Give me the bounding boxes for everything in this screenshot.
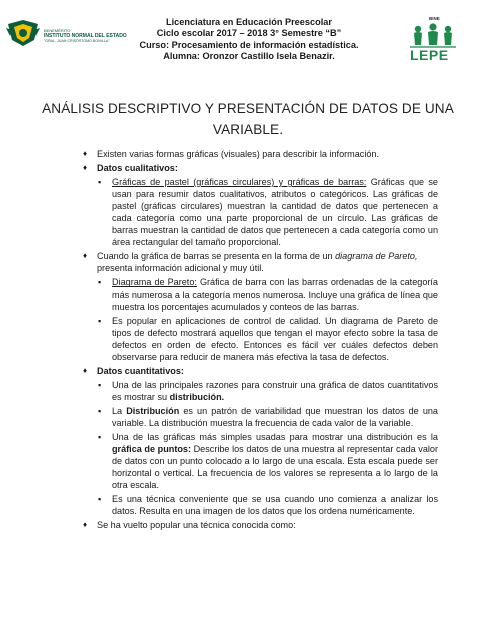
document-body xyxy=(0,148,495,533)
list-item-distribution-definition: ▪ La Distribución es un patrón de variabilidad que muestran los datos de una variable. La distribución muestra la frecuencia de cada valor de la variable. xyxy=(112,405,438,429)
list-item-dot-plot: ▪ Una de las gráficas más simples usadas para mostrar una distribución es la gráfica de puntos: Describe los datos de una muestra al representar cada valor de datos con un punto colocado a lo largo de una escala. Esta escala puede ser horizontal o vertical. La frecuencia de los valores se representa a lo largo de la otra escala. xyxy=(112,431,438,491)
header-line-degree: Licenciatura en Educación Preescolar xyxy=(166,17,332,27)
section-heading-quantitative: ♦ Datos cuantitativos: xyxy=(97,365,437,377)
page-title: ANÁLISIS DESCRIPTIVO Y PRESENTACIÓN DE DATOS DE UNA VARIABLE. xyxy=(42,101,454,137)
list-item-pie-bar-charts: ▪ Gráficas de pastel (gráficas circulares) y gráficas de barras: Gráficas que se usan para resumir datos cualitativos, atributos o categóricos. Las gráficas de pastel (gráficas circulares) muestran la cantidad de datos que pertenecen a cada categoría como una parte proporcional de un círculo. Las gráficas de barras muestran la cantidad de datos que pertenecen a cada categoría como un área rectangular del tamaño proporcional. xyxy=(112,176,438,248)
list-item-popular-technique: ♦ Se ha vuelto popular una técnica conocida como: xyxy=(97,519,437,531)
header-line-student: Alumna: Oronzor Castillo Isela Benazir. xyxy=(163,50,335,61)
list-item-distribution-reason: ▪ Una de las principales razones para construir una gráfica de datos cuantitativos es mostrar su distribución. xyxy=(112,379,438,403)
lepe-logo-top-text: BINE xyxy=(429,16,440,21)
lepe-logo-text: LEPE xyxy=(410,47,449,63)
list-item-intro: ♦ Existen varias formas gráficas (visuales) para describir la información. xyxy=(97,148,437,160)
institution-emblem-icon xyxy=(6,18,40,48)
section-heading-qualitative: ♦ Datos cualitativos: xyxy=(97,162,437,174)
lepe-logo xyxy=(408,16,462,64)
institution-small-line: BENEMÉRITO xyxy=(44,28,71,33)
institution-subtitle: "GRAL. JUAN CRISÓSTOMO BONILLA" xyxy=(44,39,110,43)
list-item-dot-plot-usage: ▪ Es una técnica conveniente que se usa cuando uno comienza a analizar los datos. Resulta en una imagen de los datos que los ordena numéricamente. xyxy=(112,493,438,517)
list-item-pareto-intro: ♦ Cuando la gráfica de barras se presenta en la forma de un diagrama de Pareto, presenta información adicional y muy útil. xyxy=(97,250,437,274)
document-header xyxy=(120,17,378,62)
list-item-pareto-definition: ▪ Diagrama de Pareto: Gráfica de barra con las barras ordenadas de la categoría más numerosa a la categoría menos numerosa. Incluye una gráfica de línea que muestra los porcentajes acumulados y conteos de las barras. xyxy=(112,276,438,312)
header-line-cycle: Ciclo escolar 2017 – 2018 3° Semestre “B” xyxy=(156,28,342,39)
header-line-course: Curso: Procesamiento de información estadística. xyxy=(139,39,359,50)
list-item-pareto-usage: ▪ Es popular en aplicaciones de control de calidad. Un diagrama de Pareto de tipos de defecto mostrará aquellos que tengan el mayor efecto sobre la tasa de defectos en orden de efecto. Entonces es fácil ver cuáles defectos deben observarse para reducir de manera más efectiva la tasa de defectos. xyxy=(112,315,438,363)
institution-name: INSTITUTO NORMAL DEL ESTADO xyxy=(44,33,127,39)
